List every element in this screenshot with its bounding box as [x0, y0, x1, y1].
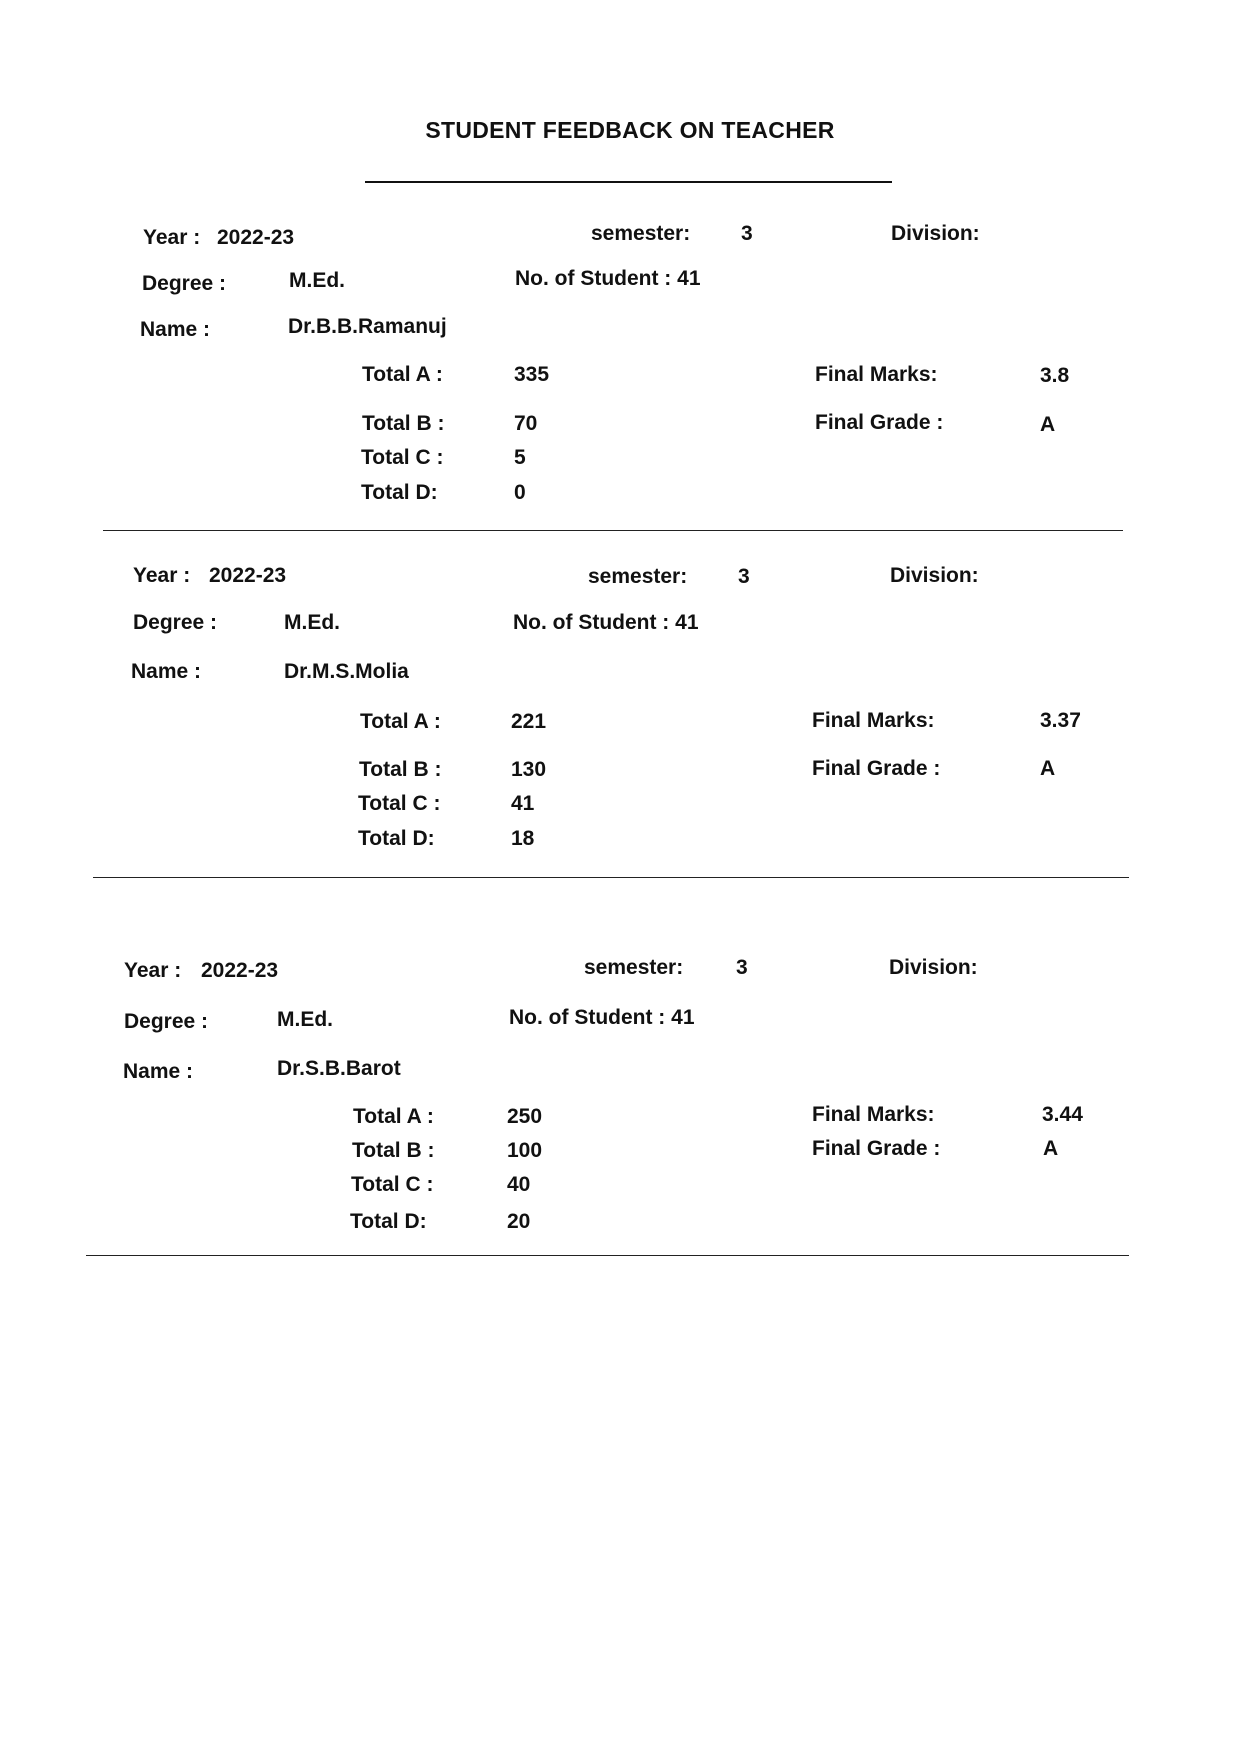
semester-label: semester: [584, 956, 684, 979]
final-marks-label: Final Marks: [812, 709, 935, 732]
year-label: Year : [133, 564, 191, 587]
degree-value: M.Ed. [284, 611, 340, 634]
final-marks-value: 3.44 [1042, 1103, 1083, 1126]
final-grade-label: Final Grade : [815, 411, 944, 434]
degree-value: M.Ed. [277, 1008, 333, 1031]
total-c-value: 40 [507, 1173, 531, 1196]
student-count: No. of Student : 41 [509, 1006, 695, 1029]
total-d-label: Total D: [358, 827, 435, 850]
student-count: No. of Student : 41 [513, 611, 699, 634]
total-b-label: Total B : [362, 412, 445, 435]
section-divider [103, 530, 1123, 531]
final-grade-value: A [1040, 413, 1056, 436]
name-label: Name : [123, 1060, 194, 1083]
total-d-value: 18 [511, 827, 535, 850]
total-c-label: Total C : [351, 1173, 434, 1196]
year-value: 2022-23 [209, 564, 287, 587]
total-a-label: Total A : [353, 1105, 434, 1128]
name-label: Name : [140, 318, 211, 341]
total-a-value: 221 [511, 710, 547, 733]
division-label: Division: [891, 222, 980, 245]
semester-label: semester: [591, 222, 691, 245]
name-label: Name : [131, 660, 202, 683]
degree-label: Degree : [133, 611, 218, 634]
semester-value: 3 [738, 565, 750, 588]
final-marks-label: Final Marks: [815, 363, 938, 386]
final-grade-label: Final Grade : [812, 1137, 941, 1160]
total-c-value: 5 [514, 446, 526, 469]
section-divider [86, 1255, 1129, 1256]
teacher-record-1 [0, 222, 1240, 552]
total-d-label: Total D: [361, 481, 438, 504]
semester-value: 3 [741, 222, 753, 245]
division-label: Division: [890, 564, 979, 587]
total-d-value: 0 [514, 481, 526, 504]
final-marks-value: 3.8 [1040, 364, 1070, 387]
year-value: 2022-23 [201, 959, 279, 982]
total-a-label: Total A : [362, 363, 443, 386]
total-b-label: Total B : [359, 758, 442, 781]
final-marks-label: Final Marks: [812, 1103, 935, 1126]
teacher-record-2 [0, 564, 1240, 894]
page-title: STUDENT FEEDBACK ON TEACHER [425, 117, 835, 143]
student-count: No. of Student : 41 [515, 267, 701, 290]
total-c-label: Total C : [358, 792, 441, 815]
year-label: Year : [143, 226, 201, 249]
teacher-record-3 [0, 956, 1240, 1286]
division-label: Division: [889, 956, 978, 979]
total-d-value: 20 [507, 1210, 531, 1233]
teacher-name: Dr.B.B.Ramanuj [288, 315, 447, 338]
total-b-value: 70 [514, 412, 538, 435]
teacher-name: Dr.S.B.Barot [277, 1057, 401, 1080]
degree-label: Degree : [142, 272, 227, 295]
total-b-label: Total B : [352, 1139, 435, 1162]
year-value: 2022-23 [217, 226, 295, 249]
total-b-value: 100 [507, 1139, 543, 1162]
final-grade-label: Final Grade : [812, 757, 941, 780]
final-grade-value: A [1040, 757, 1056, 780]
title-underline [365, 181, 892, 183]
total-a-value: 335 [514, 363, 550, 386]
total-c-value: 41 [511, 792, 535, 815]
section-divider [93, 877, 1129, 878]
total-b-value: 130 [511, 758, 547, 781]
semester-label: semester: [588, 565, 688, 588]
total-a-value: 250 [507, 1105, 543, 1128]
final-marks-value: 3.37 [1040, 709, 1081, 732]
final-grade-value: A [1043, 1137, 1059, 1160]
total-d-label: Total D: [350, 1210, 427, 1233]
total-a-label: Total A : [360, 710, 441, 733]
total-c-label: Total C : [361, 446, 444, 469]
degree-label: Degree : [124, 1010, 209, 1033]
teacher-name: Dr.M.S.Molia [284, 660, 409, 683]
year-label: Year : [124, 959, 182, 982]
semester-value: 3 [736, 956, 748, 979]
degree-value: M.Ed. [289, 269, 345, 292]
